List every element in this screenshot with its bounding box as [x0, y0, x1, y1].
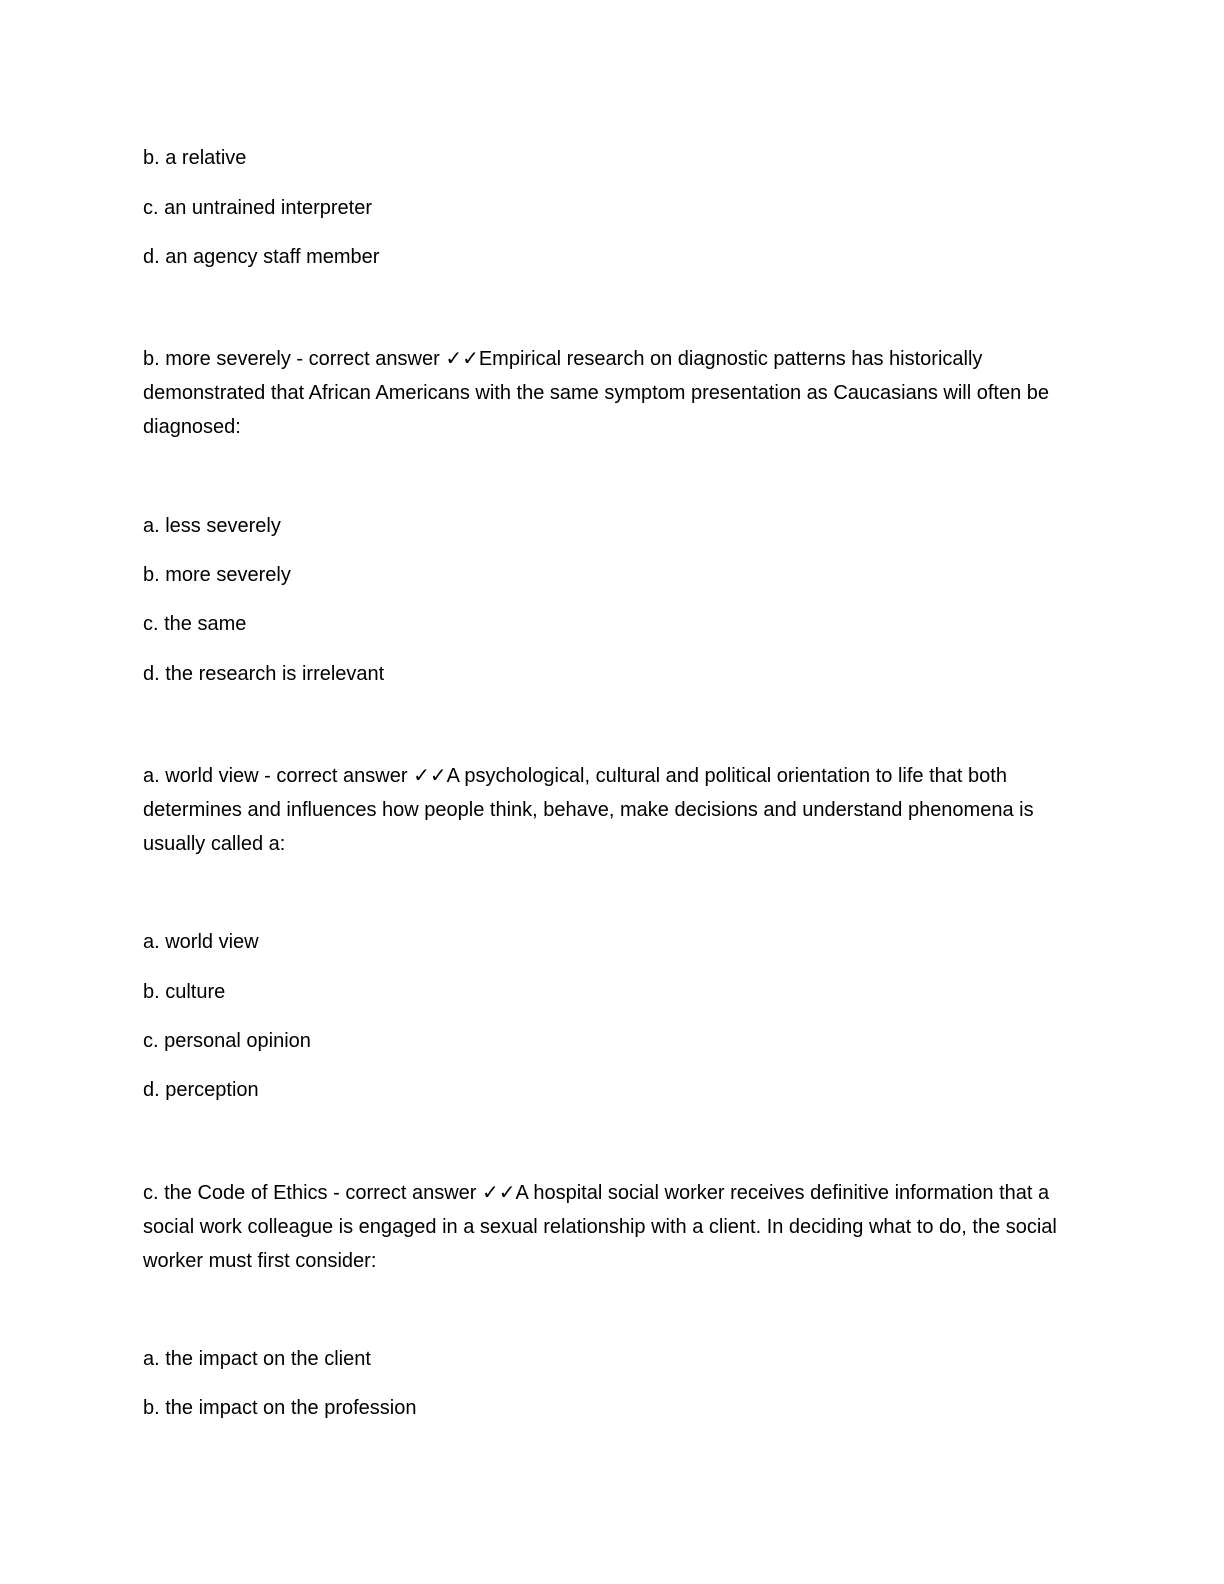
option-text: d. perception — [143, 1079, 259, 1101]
question-paragraph — [143, 1176, 1073, 1278]
option-text: b. the impact on the profession — [143, 1397, 417, 1419]
question-text: A hospital social worker receives definitive information that a social work colleague is engaged in a sexual relationship with a client. In deciding what to do, the social worker must first consider: — [143, 1182, 1057, 1272]
question-paragraph — [143, 759, 1073, 861]
option-text: a. the impact on the client — [143, 1348, 371, 1370]
question-paragraph — [143, 342, 1073, 444]
question-text: A psychological, cultural and political orientation to life that both determines and influences how people think, behave, make decisions and understand phenomena is usually called a: — [143, 765, 1034, 855]
option-text: a. world view — [143, 931, 259, 953]
option-text: d. the research is irrelevant — [143, 663, 385, 685]
correct-answer-text: a. world view - correct answer ✓✓ — [143, 765, 447, 787]
option-text: b. a relative — [143, 147, 247, 169]
option-text: c. an untrained interpreter — [143, 197, 373, 219]
option-text: c. personal opinion — [143, 1030, 311, 1052]
question-text: Empirical research on diagnostic patterns has historically demonstrated that African Americans with the same symptom presentation as Caucasians will often be diagnosed: — [143, 348, 1050, 438]
option-text: c. the same — [143, 613, 247, 635]
correct-answer-text: c. the Code of Ethics - correct answer ✓✓ — [143, 1182, 516, 1204]
option-text: a. less severely — [143, 515, 281, 537]
option-text: d. an agency staff member — [143, 246, 380, 268]
option-text: b. more severely — [143, 564, 291, 586]
correct-answer-text: b. more severely - correct answer ✓✓ — [143, 348, 479, 370]
option-text: b. culture — [143, 981, 226, 1003]
